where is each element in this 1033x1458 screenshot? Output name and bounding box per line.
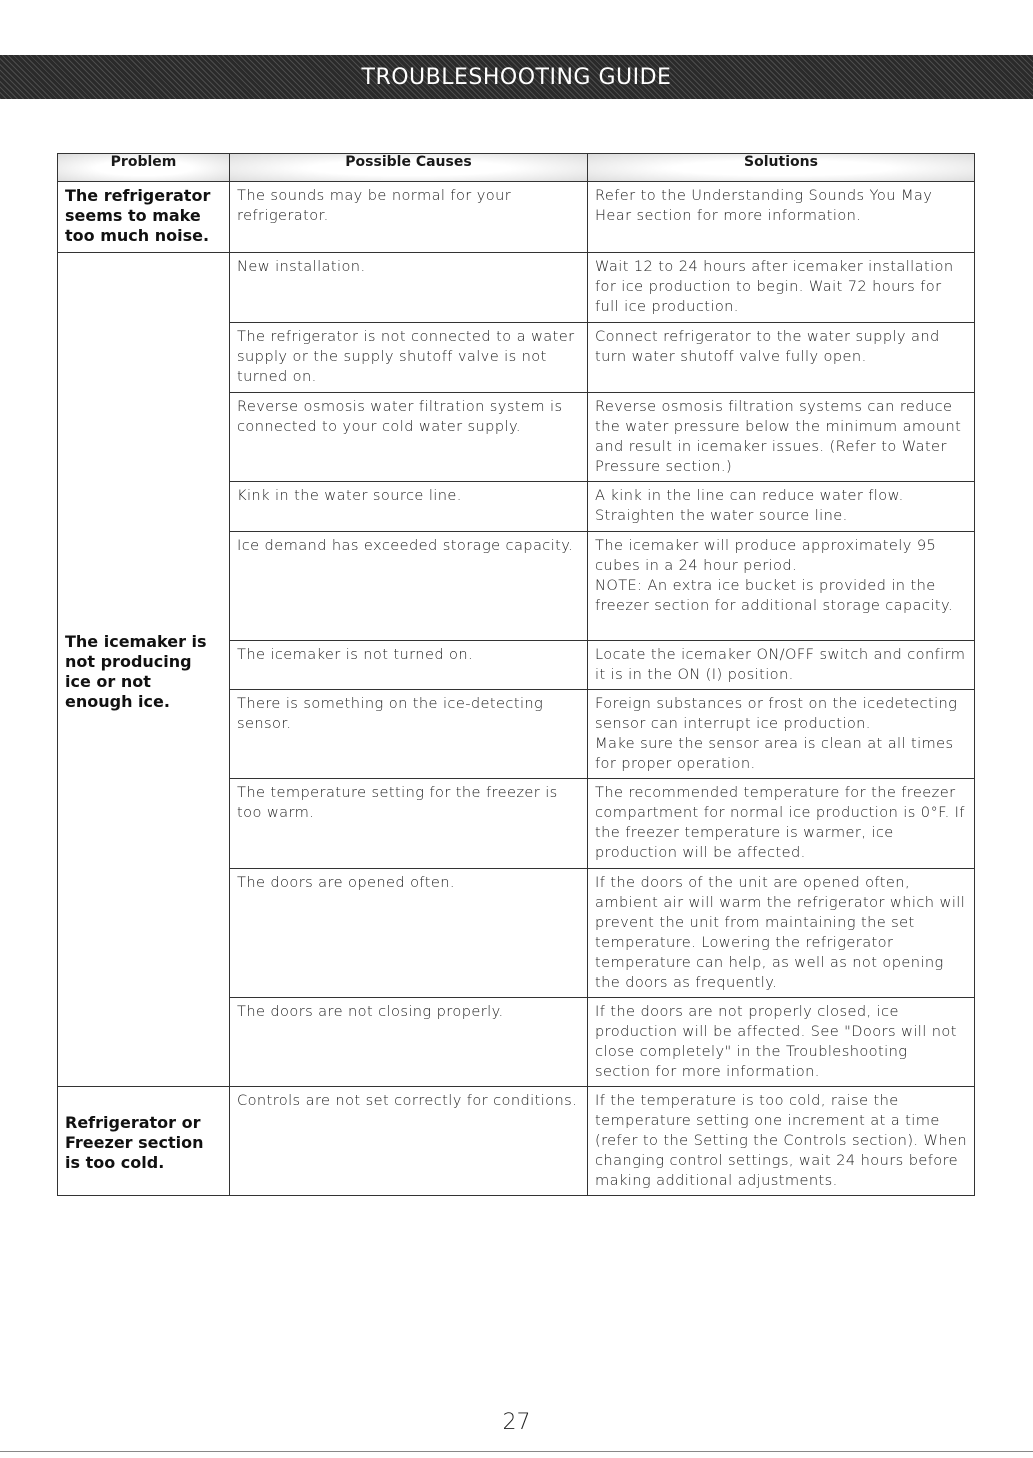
solution-cell: Locate the icemaker ON/OFF switch and confirm it is in the ON (I) position. — [588, 641, 975, 690]
cause-cell: Ice demand has exceeded storage capacity. — [230, 532, 588, 641]
solution-cell: Connect refrigerator to the water supply and turn water shutoff valve fully open. — [588, 323, 975, 393]
table-row — [58, 182, 975, 253]
cause-cell: The doors are opened often. — [230, 869, 588, 998]
solution-cell: The recommended temperature for the freezer compartment for normal ice production is 0°F. If the freezer temperature is warmer, ice production will be affected. — [588, 779, 975, 869]
cause-cell: There is something on the ice-detecting sensor. — [230, 690, 588, 779]
solution-cell: A kink in the line can reduce water flow. Straighten the water source line. — [588, 482, 975, 532]
cause-cell: The doors are not closing properly. — [230, 998, 588, 1087]
solution-cell: If the doors are not properly closed, ice production will be affected. See "Doors will not close completely" in the Troubleshooting section for more information. — [588, 998, 975, 1087]
column-header-solutions: Solutions — [588, 154, 975, 182]
solution-cell: Reverse osmosis filtration systems can reduce the water pressure below the minimum amount and result in icemaker issues. (Refer to Water Pressure section.) — [588, 393, 975, 482]
solution-text: Foreign substances or frost on the icedetecting sensor can interrupt ice production. — [595, 695, 958, 732]
cause-cell: The temperature setting for the freezer is too warm. — [230, 779, 588, 869]
cause-cell: Reverse osmosis water filtration system is connected to your cold water supply. — [230, 393, 588, 482]
bottom-divider — [0, 1451, 1033, 1452]
cause-cell: Kink in the water source line. — [230, 482, 588, 532]
cause-cell: Controls are not set correctly for conditions. — [230, 1087, 588, 1196]
solution-cell: If the doors of the unit are opened often, ambient air will warm the refrigerator which will prevent the unit from maintaining the set temperature. Lowering the refrigerator temperature can help, as well as not opening the doors as frequently. — [588, 869, 975, 998]
problem-cell: The refrigerator seems to make too much noise. — [58, 182, 230, 253]
solution-cell: Refer to the Understanding Sounds You May Hear section for more information. — [588, 182, 975, 253]
solution-cell: If the temperature is too cold, raise the temperature setting one increment at a time (refer to the Setting the Controls section). When changing control settings, wait 24 hours before making additional adjustments. — [588, 1087, 975, 1196]
table-header-row — [58, 154, 975, 182]
solution-note: NOTE: An extra ice bucket is provided in the freezer section for additional storage capacity. — [595, 577, 954, 614]
table-row — [58, 1087, 975, 1196]
solution-cell — [588, 532, 975, 641]
solution-text: The icemaker will produce approximately 95 cubes in a 24 hour period. — [595, 537, 937, 574]
page-title: TROUBLESHOOTING GUIDE — [361, 64, 672, 90]
cause-cell: The refrigerator is not connected to a water supply or the supply shutoff valve is not turned on. — [230, 323, 588, 393]
column-header-problem: Problem — [58, 154, 230, 182]
troubleshooting-table — [57, 153, 975, 1196]
solution-cell — [588, 690, 975, 779]
page-number: 27 — [502, 1410, 531, 1435]
column-header-causes: Possible Causes — [230, 154, 588, 182]
cause-cell: New installation. — [230, 253, 588, 323]
cause-cell: The icemaker is not turned on. — [230, 641, 588, 690]
cause-cell: The sounds may be normal for your refrigerator. — [230, 182, 588, 253]
problem-cell: Refrigerator or Freezer section is too cold. — [58, 1087, 230, 1196]
table-row — [58, 253, 975, 323]
solution-cell: Wait 12 to 24 hours after icemaker installation for ice production to begin. Wait 72 hours for full ice production. — [588, 253, 975, 323]
section-banner — [0, 55, 1033, 99]
solution-note: Make sure the sensor area is clean at all times for proper operation. — [595, 735, 954, 772]
problem-cell: The icemaker is not producing ice or not enough ice. — [58, 253, 230, 1087]
